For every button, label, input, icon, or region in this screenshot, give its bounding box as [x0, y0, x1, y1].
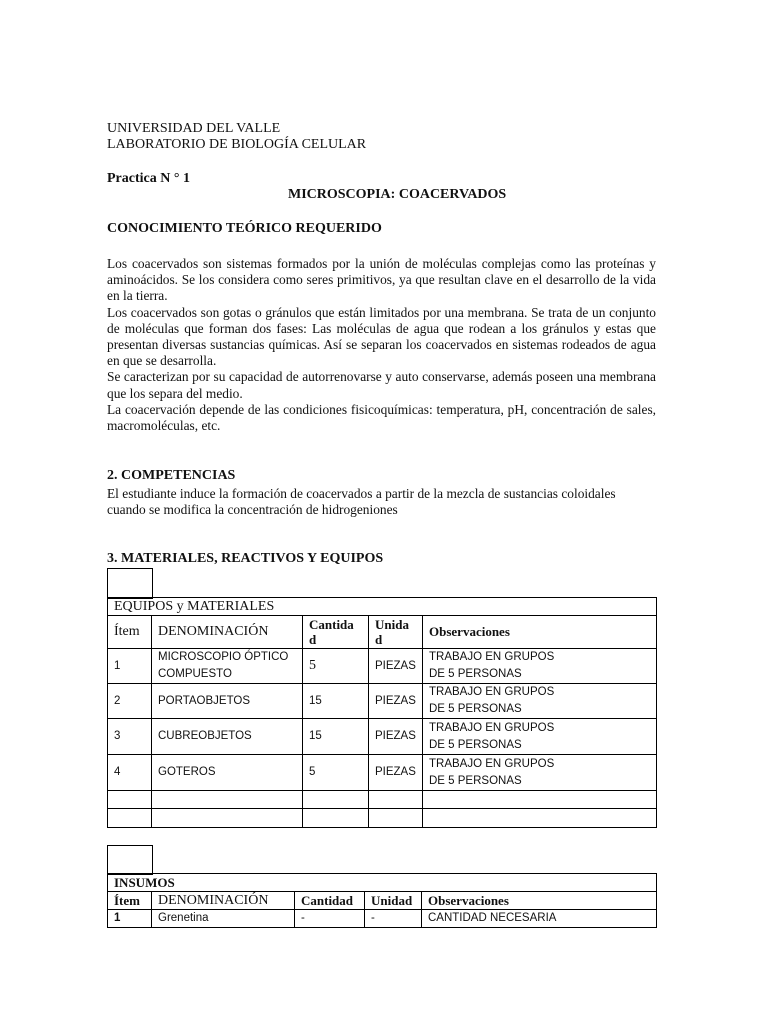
cell-item: 3 [108, 719, 152, 755]
table-title-row [108, 598, 657, 616]
competencias-text-1: El estudiante induce la formación de coacervados a partir de la mezcla de sustancias coloidales [107, 486, 616, 501]
competencias-text-2: cuando se modifica la concentración de hidrogeniones [107, 502, 398, 517]
col-header-observaciones: Observaciones [422, 892, 657, 910]
table-row [108, 910, 657, 928]
cell-denominacion [152, 649, 303, 684]
theory-heading: CONOCIMIENTO TEÓRICO REQUERIDO [107, 221, 382, 236]
theory-paragraph: Los coacervados son sistemas formados por la unión de moléculas complejas como las proteínas y aminoácidos. Se los considera como seres primitivos, ya que resultan clave en el desarrollo de la vida en la tierra. [107, 256, 656, 304]
cell-denominacion: Grenetina [152, 910, 295, 928]
university-name: UNIVERSIDAD DEL VALLE [107, 121, 281, 136]
cell-cantidad: 15 [303, 719, 369, 755]
col-header-item: Ítem [108, 616, 152, 649]
col-header-unidad-line1: Unida [375, 617, 409, 632]
empty-cell [152, 791, 303, 809]
cell-observaciones: CANTIDAD NECESARIA [422, 910, 657, 928]
cell-unidad: - [365, 910, 422, 928]
table-title-row [108, 874, 657, 892]
cell-denominacion-line1: MICROSCOPIO ÓPTICO [158, 651, 289, 663]
theory-paragraph: Los coacervados son gotas o gránulos que están limitados por una membrana. Se trata de un conjunto de moléculas que forman dos fases: Las moléculas de agua que rodean a los gránulos y estas que presentan diversas sustancias químicas. Así se separan los coacervados en sistemas rodeados de agua en que se desarrolla. [107, 304, 656, 369]
col-header-cantidad: Cantidad [295, 892, 365, 910]
practice-number: Practica N ° 1 [107, 171, 190, 186]
cell-observaciones-line1: TRABAJO EN GRUPOS [429, 757, 555, 770]
cell-denominacion: GOTEROS [152, 755, 303, 791]
empty-cell [303, 809, 369, 828]
theory-text [107, 256, 656, 434]
empty-cell [108, 809, 152, 828]
empty-cell [369, 809, 423, 828]
table-row [108, 684, 657, 719]
empty-cell [108, 791, 152, 809]
empty-cell [423, 791, 657, 809]
theory-paragraph: La coacervación depende de las condiciones fisicoquímicas: temperatura, pH, concentración de sales, macromoléculas, etc. [107, 401, 656, 434]
table-row [108, 719, 657, 755]
insumos-table [107, 873, 657, 928]
col-header-cantidad-line1: Cantida [309, 617, 354, 632]
cell-unidad: PIEZAS [369, 755, 423, 791]
cell-item: 1 [108, 910, 152, 928]
cell-observaciones-line1: TRABAJO EN GRUPOS [429, 686, 555, 698]
cell-cantidad: - [295, 910, 365, 928]
page-title: MICROSCOPIA: COACERVADOS [288, 187, 507, 202]
equipos-table-title: EQUIPOS y MATERIALES [108, 598, 657, 616]
col-header-unidad [369, 616, 423, 649]
cell-item: 1 [108, 649, 152, 684]
empty-cell [369, 791, 423, 809]
cell-observaciones-line2: DE 5 PERSONAS [429, 668, 522, 680]
cell-observaciones [423, 684, 657, 719]
cell-observaciones [423, 649, 657, 684]
empty-cell [303, 791, 369, 809]
col-header-observaciones: Observaciones [423, 616, 657, 649]
competencias-heading: 2. COMPETENCIAS [107, 468, 236, 483]
lab-name: LABORATORIO DE BIOLOGÍA CELULAR [107, 137, 367, 152]
cell-denominacion: PORTAOBJETOS [152, 684, 303, 719]
cell-observaciones-line2: DE 5 PERSONAS [429, 774, 522, 787]
col-header-unidad: Unidad [365, 892, 422, 910]
cell-unidad: PIEZAS [369, 719, 423, 755]
col-header-denominacion: DENOMINACIÓN [152, 892, 295, 910]
empty-row [108, 791, 657, 809]
cell-item: 2 [108, 684, 152, 719]
cell-observaciones-line1: TRABAJO EN GRUPOS [429, 651, 555, 663]
cell-unidad: PIEZAS [369, 649, 423, 684]
materiales-heading: 3. MATERIALES, REACTIVOS Y EQUIPOS [107, 551, 384, 566]
cell-cantidad: 5 [303, 755, 369, 791]
table-row [108, 649, 657, 684]
col-header-item: Ítem [108, 892, 152, 910]
col-header-cantidad-line2: d [309, 632, 317, 647]
cell-observaciones-line2: DE 5 PERSONAS [429, 703, 522, 715]
table-header-row [108, 892, 657, 910]
theory-paragraph: Se caracterizan por su capacidad de autorrenovarse y auto conservarse, además poseen una membrana que los separa del medio. [107, 369, 656, 401]
empty-cell-box [107, 568, 153, 599]
cell-item: 4 [108, 755, 152, 791]
cell-observaciones [423, 719, 657, 755]
col-header-denominacion: DENOMINACIÓN [152, 616, 303, 649]
cell-denominacion-line2: COMPUESTO [158, 668, 232, 680]
empty-cell [423, 809, 657, 828]
empty-cell-box [107, 845, 153, 875]
col-header-cantidad [303, 616, 369, 649]
cell-unidad: PIEZAS [369, 684, 423, 719]
cell-cantidad: 5 [303, 649, 369, 684]
cell-observaciones-line2: DE 5 PERSONAS [429, 738, 522, 751]
cell-denominacion: CUBREOBJETOS [152, 719, 303, 755]
cell-observaciones-line1: TRABAJO EN GRUPOS [429, 721, 555, 734]
table-header-row [108, 616, 657, 649]
insumos-table-title: INSUMOS [108, 874, 657, 892]
table-row [108, 755, 657, 791]
cell-cantidad: 15 [303, 684, 369, 719]
empty-row [108, 809, 657, 828]
equipos-table [107, 597, 657, 828]
col-header-unidad-line2: d [375, 632, 383, 647]
cell-observaciones [423, 755, 657, 791]
empty-cell [152, 809, 303, 828]
